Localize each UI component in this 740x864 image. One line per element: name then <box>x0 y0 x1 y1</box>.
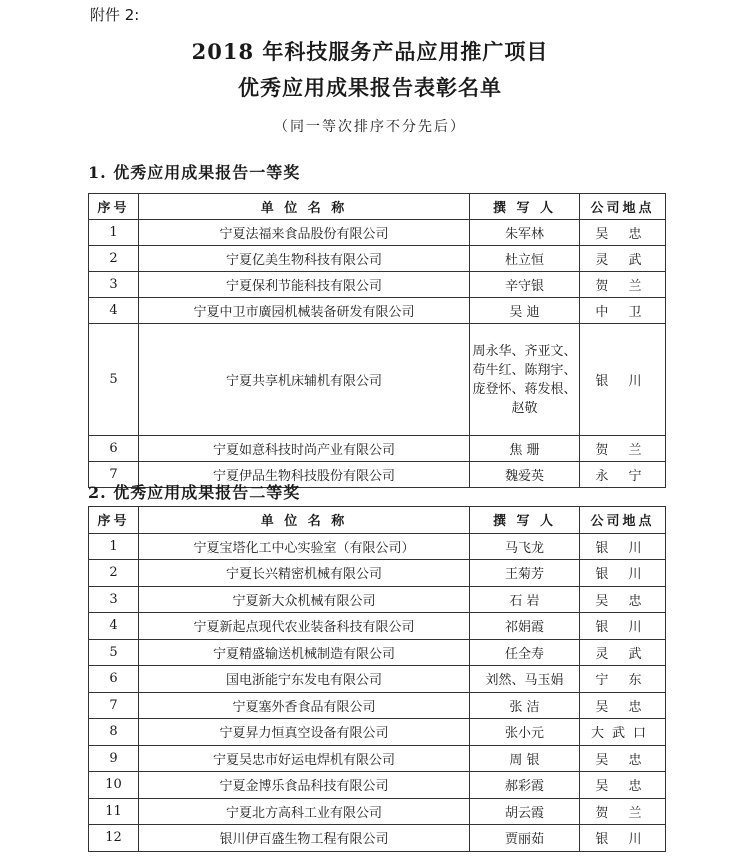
col-header-location: 公司地点 <box>580 194 666 220</box>
document-subtitle: （同一等次排序不分先后） <box>274 119 466 135</box>
company-name: 宁夏精盛输送机械制造有限公司 <box>139 639 470 666</box>
company-location: 宁 东 <box>580 666 666 693</box>
company-location: 大武口 <box>580 719 666 746</box>
table-row <box>89 666 666 693</box>
author-name: 朱军林 <box>470 220 580 246</box>
company-location: 中 卫 <box>580 298 666 324</box>
table-row <box>89 772 666 799</box>
row-number: 3 <box>89 272 139 298</box>
table-row <box>89 586 666 613</box>
author-name: 魏爱英 <box>470 462 580 488</box>
company-location: 吴 忠 <box>580 220 666 246</box>
document-title-line2: 优秀应用成果报告表彰名单 <box>238 75 502 100</box>
attachment-label: 附件 2: <box>90 6 140 24</box>
row-number: 8 <box>89 719 139 746</box>
table-row <box>89 745 666 772</box>
row-number: 6 <box>89 436 139 462</box>
company-name: 宁夏昇力恒真空设备有限公司 <box>139 719 470 746</box>
col-header-author: 撰 写 人 <box>470 507 580 534</box>
author-name: 贾丽茹 <box>470 825 580 852</box>
author-name: 张 洁 <box>470 692 580 719</box>
row-number: 2 <box>89 246 139 272</box>
company-location: 贺 兰 <box>580 436 666 462</box>
author-name: 吴 迪 <box>470 298 580 324</box>
company-name: 宁夏金博乐食品科技有限公司 <box>139 772 470 799</box>
company-name: 宁夏长兴精密机械有限公司 <box>139 560 470 587</box>
author-name: 祁娟霞 <box>470 613 580 640</box>
company-name: 宁夏如意科技时尚产业有限公司 <box>139 436 470 462</box>
author-name: 石 岩 <box>470 586 580 613</box>
company-name: 宁夏保利节能科技有限公司 <box>139 272 470 298</box>
section2-table <box>88 506 666 852</box>
company-name: 宁夏塞外香食品有限公司 <box>139 692 470 719</box>
row-number: 9 <box>89 745 139 772</box>
company-name: 宁夏共享机床辅机有限公司 <box>139 324 470 436</box>
row-number: 12 <box>89 825 139 852</box>
company-location: 贺 兰 <box>580 798 666 825</box>
row-number: 4 <box>89 298 139 324</box>
author-name: 周永华、齐亚文、苟牛红、陈翔宇、庞登怀、蒋发根、赵敬 <box>470 324 580 436</box>
table-row <box>89 692 666 719</box>
company-location: 银 川 <box>580 560 666 587</box>
table-row <box>89 719 666 746</box>
author-name: 王菊芳 <box>470 560 580 587</box>
row-number: 10 <box>89 772 139 799</box>
col-header-no: 序号 <box>89 507 139 534</box>
table-row <box>89 639 666 666</box>
row-number: 7 <box>89 692 139 719</box>
author-name: 郝彩霞 <box>470 772 580 799</box>
company-location: 银 川 <box>580 613 666 640</box>
section2-heading: 2. 优秀应用成果报告二等奖 <box>88 483 301 502</box>
author-name: 焦 珊 <box>470 436 580 462</box>
document-title-line1: 2018 年科技服务产品应用推广项目 <box>191 39 549 64</box>
table-header-row <box>89 507 666 534</box>
row-number: 1 <box>89 220 139 246</box>
table-row <box>89 436 666 462</box>
company-location: 永 宁 <box>580 462 666 488</box>
company-name: 宁夏北方高科工业有限公司 <box>139 798 470 825</box>
company-name: 宁夏伊品生物科技股份有限公司 <box>139 462 470 488</box>
company-location: 贺 兰 <box>580 272 666 298</box>
table-row <box>89 798 666 825</box>
table-row <box>89 324 666 436</box>
company-name: 宁夏新大众机械有限公司 <box>139 586 470 613</box>
company-location: 银 川 <box>580 324 666 436</box>
company-location: 灵 武 <box>580 639 666 666</box>
section1-table <box>88 193 666 488</box>
col-header-author: 撰 写 人 <box>470 194 580 220</box>
table-row <box>89 272 666 298</box>
company-name: 宁夏亿美生物科技有限公司 <box>139 246 470 272</box>
table-row <box>89 220 666 246</box>
author-name: 杜立恒 <box>470 246 580 272</box>
company-location: 吴 忠 <box>580 692 666 719</box>
author-name: 周 银 <box>470 745 580 772</box>
company-location: 吴 忠 <box>580 586 666 613</box>
row-number: 7 <box>89 462 139 488</box>
col-header-location: 公司地点 <box>580 507 666 534</box>
company-name: 宁夏宝塔化工中心实验室（有限公司） <box>139 533 470 560</box>
author-name: 刘然、马玉娟 <box>470 666 580 693</box>
author-name: 张小元 <box>470 719 580 746</box>
row-number: 11 <box>89 798 139 825</box>
col-header-unit: 单 位 名 称 <box>139 194 470 220</box>
row-number: 3 <box>89 586 139 613</box>
table-row <box>89 246 666 272</box>
company-location: 银 川 <box>580 533 666 560</box>
row-number: 1 <box>89 533 139 560</box>
table-row <box>89 825 666 852</box>
company-name: 国电浙能宁东发电有限公司 <box>139 666 470 693</box>
author-name: 辛守银 <box>470 272 580 298</box>
company-location: 灵 武 <box>580 246 666 272</box>
company-name: 宁夏法福来食品股份有限公司 <box>139 220 470 246</box>
col-header-unit: 单 位 名 称 <box>139 507 470 534</box>
author-name: 马飞龙 <box>470 533 580 560</box>
section1-heading: 1. 优秀应用成果报告一等奖 <box>88 163 301 182</box>
row-number: 4 <box>89 613 139 640</box>
table-row <box>89 298 666 324</box>
table-row <box>89 613 666 640</box>
table-row <box>89 533 666 560</box>
row-number: 5 <box>89 639 139 666</box>
company-location: 吴 忠 <box>580 772 666 799</box>
company-location: 吴 忠 <box>580 745 666 772</box>
author-name: 任全寿 <box>470 639 580 666</box>
row-number: 5 <box>89 324 139 436</box>
company-location: 银 川 <box>580 825 666 852</box>
row-number: 6 <box>89 666 139 693</box>
table-row <box>89 560 666 587</box>
author-name: 胡云霞 <box>470 798 580 825</box>
col-header-no: 序号 <box>89 194 139 220</box>
row-number: 2 <box>89 560 139 587</box>
table-header-row <box>89 194 666 220</box>
company-name: 银川伊百盛生物工程有限公司 <box>139 825 470 852</box>
company-name: 宁夏新起点现代农业装备科技有限公司 <box>139 613 470 640</box>
company-name: 宁夏吴忠市好运电焊机有限公司 <box>139 745 470 772</box>
company-name: 宁夏中卫市廣园机械装备研发有限公司 <box>139 298 470 324</box>
